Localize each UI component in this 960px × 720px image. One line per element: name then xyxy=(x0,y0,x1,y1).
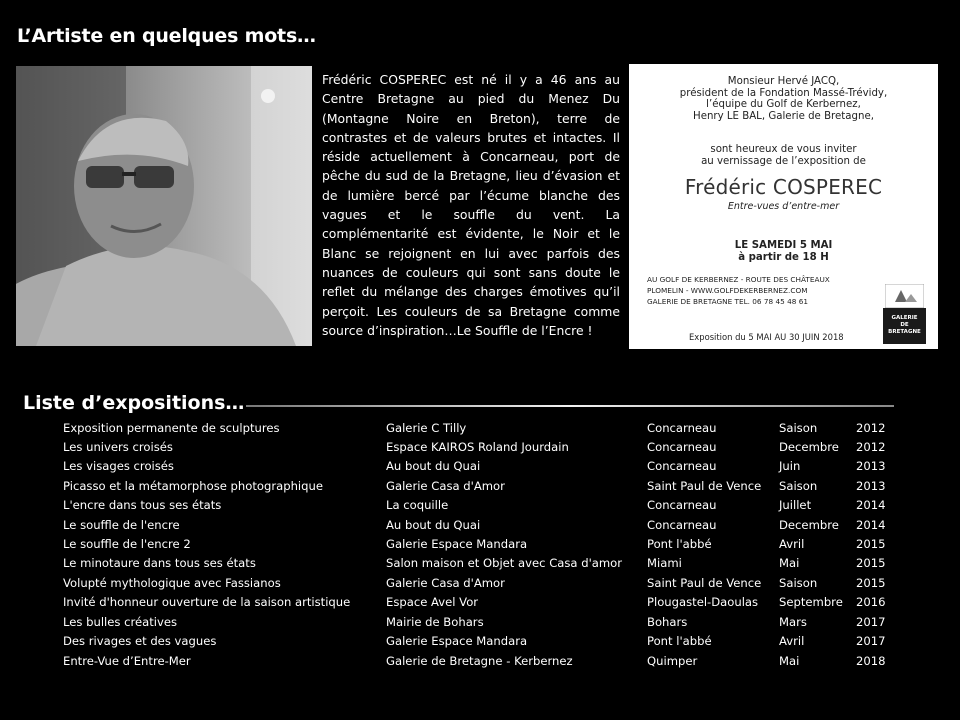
galerie-logo xyxy=(883,284,926,344)
exhibition-year: 2017 xyxy=(856,615,886,629)
invitation-card xyxy=(629,64,938,349)
exhibition-venue: La coquille xyxy=(386,498,449,512)
time-line: à partir de 18 H xyxy=(738,252,829,263)
invitation-hosts xyxy=(629,76,938,122)
exhibition-year: 2015 xyxy=(856,576,886,590)
exhibition-title: Le souffle de l'encre 2 xyxy=(63,537,191,551)
fondation-logo-icon xyxy=(885,284,924,308)
exhibition-title: Picasso et la métamorphose photographique xyxy=(63,479,323,493)
invitation-venue xyxy=(647,274,830,307)
exhibition-row xyxy=(0,440,960,459)
portrait-image xyxy=(16,66,312,346)
exhibition-row xyxy=(0,421,960,440)
exhibition-row xyxy=(0,576,960,595)
exhibition-row xyxy=(0,615,960,634)
exhibition-period: Saison xyxy=(779,576,818,590)
exhibition-year: 2012 xyxy=(856,440,886,454)
exhibition-venue: Mairie de Bohars xyxy=(386,615,484,629)
exhibition-venue: Au bout du Quai xyxy=(386,518,481,532)
exhibition-year: 2013 xyxy=(856,479,886,493)
invitation-period: Exposition du 5 MAI AU 30 JUIN 2018 xyxy=(689,332,844,342)
exhibition-venue: Salon maison et Objet avec Casa d'amor xyxy=(386,556,623,570)
invitation-date xyxy=(629,240,938,264)
exhibition-period: Juin xyxy=(779,459,801,473)
exhibition-period: Saison xyxy=(779,479,818,493)
host-line: l’équipe du Golf de Kerbernez, xyxy=(706,99,861,110)
exhibition-city: Concarneau xyxy=(647,518,717,532)
exhibition-city: Pont l'abbé xyxy=(647,634,712,648)
exhibition-period: Avril xyxy=(779,537,805,551)
invite-line: au vernissage de l’exposition de xyxy=(701,155,866,167)
exhibition-city: Concarneau xyxy=(647,440,717,454)
exhibition-title: Les bulles créatives xyxy=(63,615,178,629)
exhibition-city: Saint Paul de Vence xyxy=(647,576,762,590)
exhibition-title: Volupté mythologique avec Fassianos xyxy=(63,576,281,590)
venue-line: AU GOLF DE KERBERNEZ - ROUTE DES CHÂTEAUX xyxy=(647,275,830,284)
exhibition-year: 2013 xyxy=(856,459,886,473)
exhibition-title: Entre-Vue d’Entre-Mer xyxy=(63,654,191,668)
exhibition-city: Plougastel-Daoulas xyxy=(647,595,759,609)
exhibition-row xyxy=(0,518,960,537)
exhibition-title: Des rivages et des vagues xyxy=(63,634,217,648)
exhibition-row xyxy=(0,498,960,517)
exhibition-city: Concarneau xyxy=(647,498,717,512)
invitation-text xyxy=(629,144,938,167)
artist-biography: Frédéric COSPEREC est né il y a 46 ans au Centre Bretagne au pied du Menez Du (Montagne Noire en Breton), terre de contrastes et de valeurs brutes et intactes. Il réside actuellement à Concarneau, port de pêche du sud de la Bretagne, lieu d’évasion et de lumière bercé par l’écume blanche des vagues et le souffle du vent. La complémentarité est évidente, le Noir et le Blanc se rejoignent en lui avec parfois des nuances de couleurs qui sont sans doute le reflet du mélange des charges émotives qu’il perçoit. Les couleurs de sa Bretagne comme source d’inspiration…Le Souffle de l’Encre ! xyxy=(322,72,620,338)
exhibition-venue: Au bout du Quai xyxy=(386,459,481,473)
exhibition-title: Le minotaure dans tous ses états xyxy=(63,556,256,570)
exhibition-city: Miami xyxy=(647,556,682,570)
host-line: Henry LE BAL, Galerie de Bretagne, xyxy=(693,110,874,122)
date-line: LE SAMEDI 5 MAI xyxy=(734,240,833,251)
exhibition-title: Exposition permanente de sculptures xyxy=(63,421,280,435)
invitation-subtitle: Entre-vues d’entre-mer xyxy=(727,201,840,212)
exhibition-city: Quimper xyxy=(647,654,698,668)
exhibition-title: Les univers croisés xyxy=(63,440,173,454)
exhibition-period: Avril xyxy=(779,634,805,648)
section-divider xyxy=(246,405,894,407)
exhibition-period: Mai xyxy=(779,556,800,570)
exhibition-year: 2015 xyxy=(856,556,886,570)
exhibition-period: Juillet xyxy=(779,498,812,512)
exhibition-row xyxy=(0,595,960,614)
exhibition-title: L'encre dans tous ses états xyxy=(63,498,222,512)
exhibition-title: Invité d'honneur ouverture de la saison artistique xyxy=(63,595,351,609)
exhibition-period: Mars xyxy=(779,615,807,629)
exhibition-row xyxy=(0,537,960,556)
exhibition-period: Saison xyxy=(779,421,818,435)
exhibition-period: Decembre xyxy=(779,518,839,532)
exhibition-period: Septembre xyxy=(779,595,843,609)
exhibition-venue: Espace KAIROS Roland Jourdain xyxy=(386,440,569,454)
invitation-artist-name: Frédéric COSPEREC xyxy=(684,175,883,199)
host-line: président de la Fondation Massé-Trévidy, xyxy=(679,87,888,99)
exhibition-city: Concarneau xyxy=(647,459,717,473)
galerie-logo-box: GALERIE DE BRETAGNE xyxy=(883,308,926,344)
exhibition-year: 2014 xyxy=(856,518,886,532)
exhibition-period: Decembre xyxy=(779,440,839,454)
exhibition-venue: Galerie Casa d'Amor xyxy=(386,576,505,590)
exhibition-year: 2017 xyxy=(856,634,886,648)
exhibition-city: Pont l'abbé xyxy=(647,537,712,551)
exhibition-city: Saint Paul de Vence xyxy=(647,479,762,493)
artist-section-title: L’Artiste en quelques mots… xyxy=(17,25,316,47)
exhibition-title: Le souffle de l'encre xyxy=(63,518,180,532)
exhibition-venue: Galerie Espace Mandara xyxy=(386,537,528,551)
artist-photo xyxy=(16,66,312,346)
exhibition-venue: Galerie Espace Mandara xyxy=(386,634,528,648)
venue-line: GALERIE DE BRETAGNE TEL. 06 78 45 48 61 xyxy=(647,297,808,306)
exhibition-row xyxy=(0,479,960,498)
exhibition-venue: Galerie de Bretagne - Kerbernez xyxy=(386,654,573,668)
exhibition-period: Mai xyxy=(779,654,800,668)
exhibition-year: 2018 xyxy=(856,654,886,668)
exhibition-year: 2014 xyxy=(856,498,886,512)
host-line: Monsieur Hervé JACQ, xyxy=(727,76,840,87)
invite-line: sont heureux de vous inviter xyxy=(710,144,857,155)
exhibition-year: 2015 xyxy=(856,537,886,551)
exhibition-row xyxy=(0,654,960,673)
exhibition-venue: Galerie Casa d'Amor xyxy=(386,479,505,493)
exhibitions-section-title: Liste d’expositions… xyxy=(23,392,245,414)
exhibition-venue: Galerie C Tilly xyxy=(386,421,467,435)
exhibition-city: Concarneau xyxy=(647,421,717,435)
exhibition-year: 2012 xyxy=(856,421,886,435)
exhibition-row xyxy=(0,556,960,575)
exhibition-row xyxy=(0,634,960,653)
venue-line: PLOMELIN - WWW.GOLFDEKERBERNEZ.COM xyxy=(647,286,808,295)
exhibition-venue: Espace Avel Vor xyxy=(386,595,479,609)
exhibition-city: Bohars xyxy=(647,615,688,629)
exhibition-row xyxy=(0,459,960,478)
exhibition-title: Les visages croisés xyxy=(63,459,174,473)
exhibition-year: 2016 xyxy=(856,595,886,609)
